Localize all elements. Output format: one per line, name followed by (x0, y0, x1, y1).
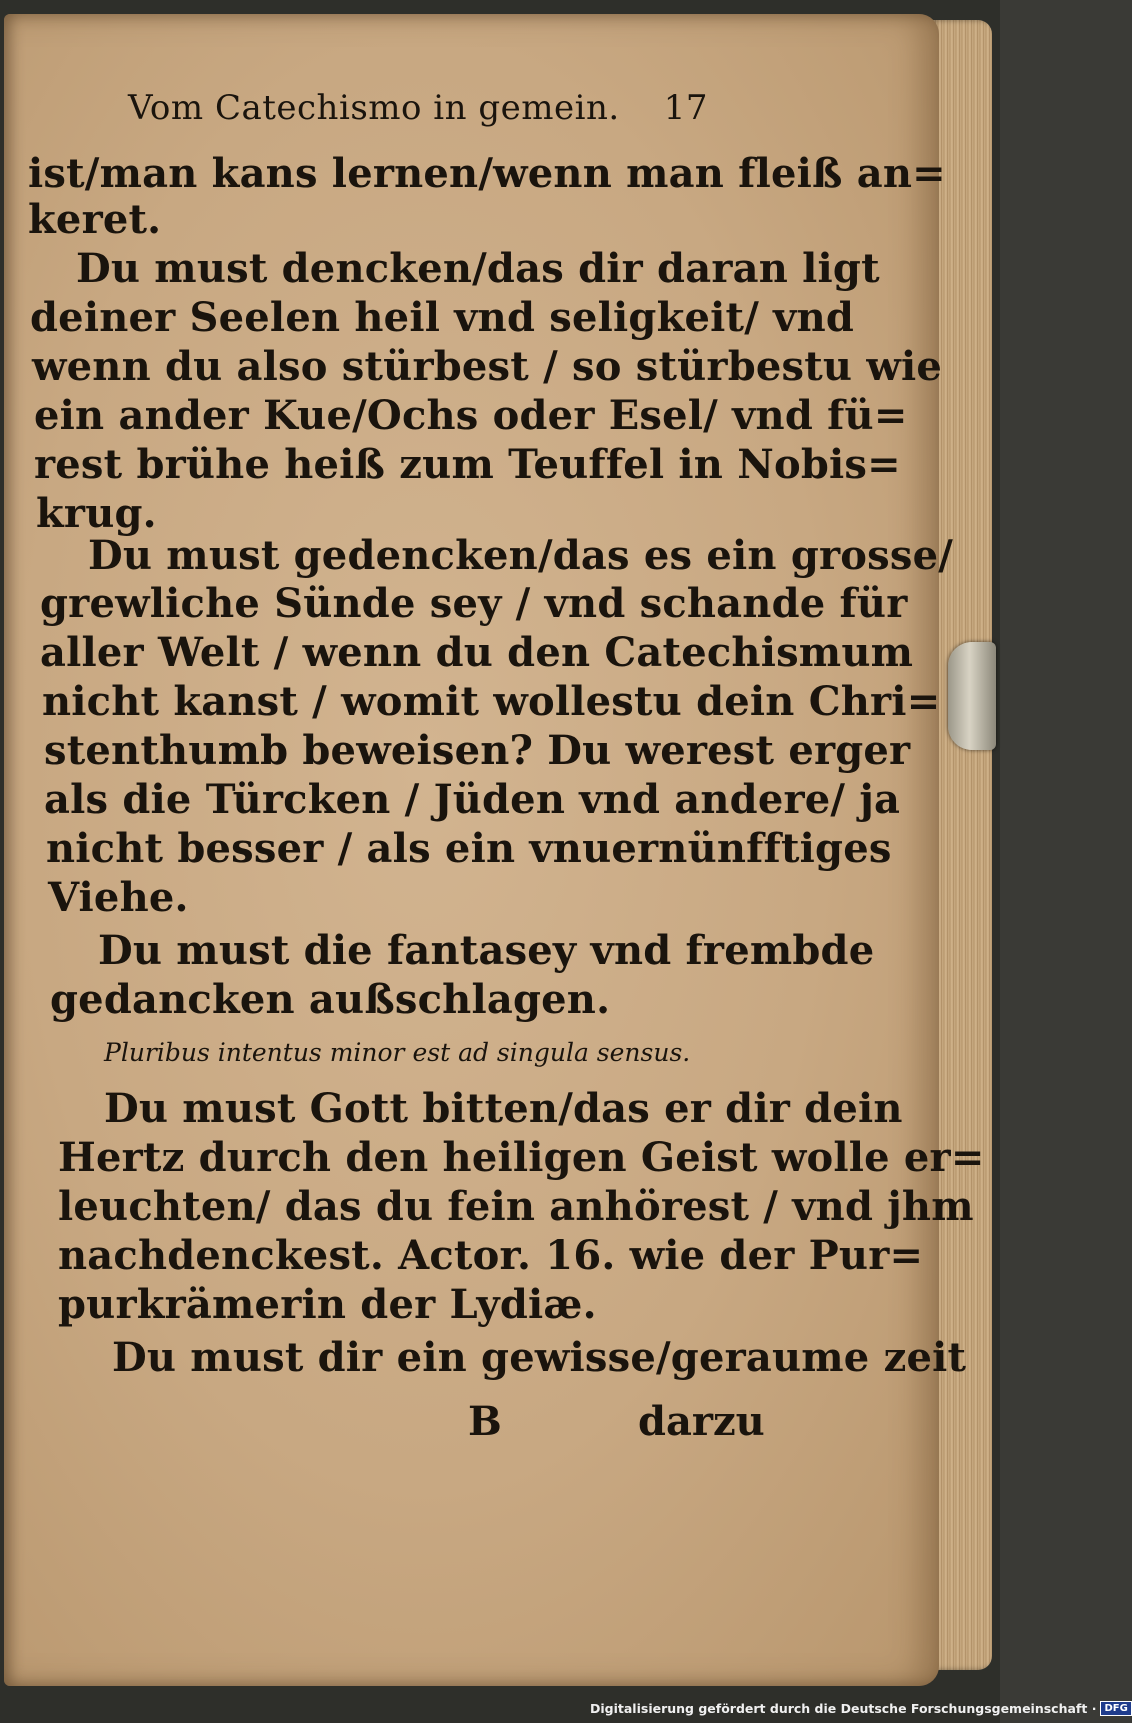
text-line: gedancken außschlagen. (50, 976, 611, 1023)
text-line: nicht besser / als ein vnuernünfftiges (46, 825, 892, 872)
text-line: als die Türcken / Jüden vnd andere/ ja (44, 776, 901, 823)
text-line: Du must dencken/das dir daran ligt (76, 245, 880, 292)
bleed-through (6, 600, 20, 1500)
clasp (948, 642, 996, 750)
text-line: Du must Gott bitten/das er dir dein (104, 1085, 903, 1132)
dfg-logo: DFG (1100, 1701, 1131, 1716)
text-line: grewliche Sünde sey / vnd schande für (40, 580, 908, 627)
text-line: Viehe. (48, 874, 189, 921)
fore-edge (930, 20, 992, 1670)
catchword: darzu (638, 1398, 765, 1445)
text-line: ein ander Kue/Ochs oder Esel/ vnd fü= (34, 392, 908, 439)
text-line: Du must gedencken/das es ein grosse/ (88, 532, 954, 579)
latin-quote: Pluribus intentus minor est ad singula sensus. (104, 1038, 691, 1067)
text-line: rest brühe heiß zum Teuffel in Nobis= (34, 441, 901, 488)
page-number: 17 (663, 88, 708, 128)
text-line: nachdenckest. Actor. 16. wie der Pur= (58, 1232, 924, 1279)
credit-text: Digitalisierung gefördert durch die Deutsche Forschungsgemeinschaft · (590, 1700, 1097, 1716)
text-line: leuchten/ das du fein anhörest / vnd jhm (58, 1183, 974, 1230)
text-line: Du must dir ein gewisse/geraume zeit (112, 1334, 967, 1381)
text-line: wenn du also stürbest / so stürbestu wie (32, 343, 942, 390)
text-line: Du must die fantasey vnd frembde (98, 927, 875, 974)
text-line: Hertz durch den heiligen Geist wolle er= (58, 1134, 985, 1181)
text-line: keret. (28, 196, 162, 243)
text-line: ist/man kans lernen/wenn man fleiß an= (28, 150, 946, 197)
text-line: aller Welt / wenn du den Catechismum (40, 629, 914, 676)
running-title: Vom Catechismo in gemein. (128, 88, 620, 128)
text-line: nicht kanst / womit wollestu dein Chri= (42, 678, 941, 725)
text-line: stenthumb beweisen? Du werest erger (44, 727, 911, 774)
signature-mark: B (468, 1398, 502, 1445)
running-head (128, 88, 708, 128)
text-line: krug. (36, 490, 157, 537)
digitization-credit (590, 1698, 1128, 1718)
text-line: purkrämerin der Lydiæ. (58, 1281, 597, 1328)
text-line: deiner Seelen heil vnd seligkeit/ vnd (30, 294, 855, 341)
